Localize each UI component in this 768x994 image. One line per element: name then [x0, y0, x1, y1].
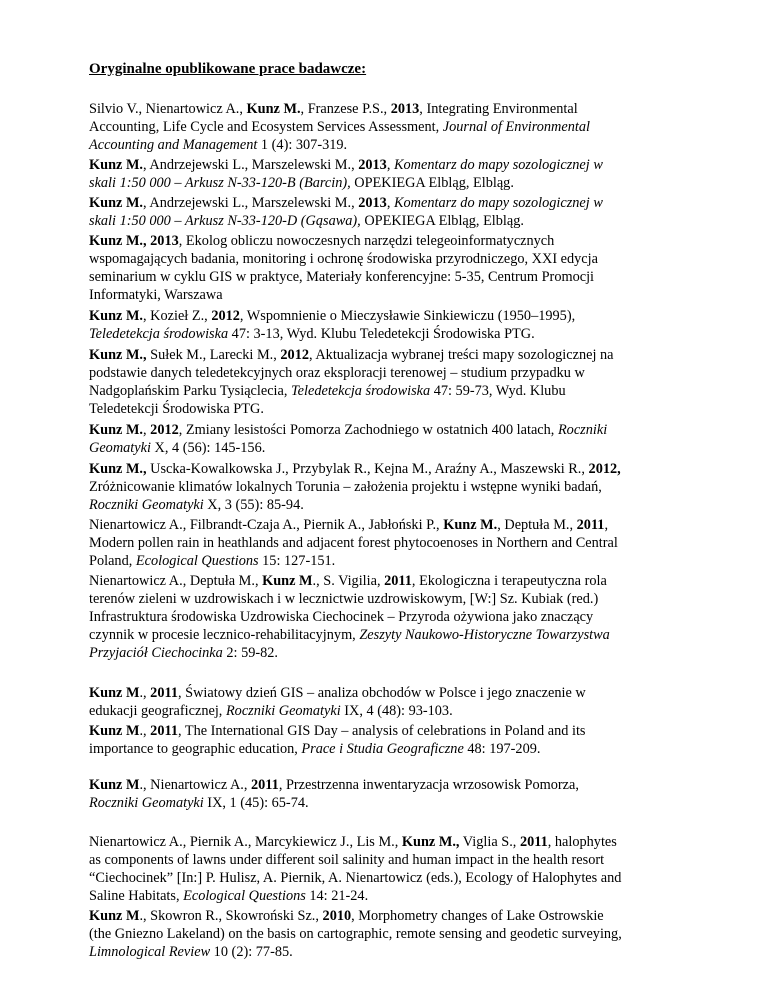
italic-run: Prace i Studia Geograficzne — [301, 741, 464, 757]
entry-line — [89, 194, 689, 212]
text-run: , halophytes — [547, 834, 617, 850]
entry-line — [89, 534, 689, 552]
entry-line — [89, 100, 689, 118]
text-run: (the Gniezno Lakeland) on the basis on cartographic, remote sensing and geodetic surveying, — [89, 926, 622, 942]
publication-entry — [89, 907, 689, 961]
text-run: X, 4 (56): 145-156. — [150, 440, 266, 456]
text-run: 47: 3-13, Wyd. Klubu Teledetekcji Środowiska PTG. — [228, 326, 535, 342]
bold-run: Kunz M. — [89, 195, 144, 211]
text-run: Informatyki, Warszawa — [89, 287, 223, 303]
bold-run: 2013 — [358, 195, 387, 211]
bold-run: Kunz M. — [246, 101, 301, 117]
text-run: OPEKIEGA Elbląg, Elbląg. — [350, 175, 514, 191]
bold-run: Kunz M — [89, 777, 140, 793]
text-run: Uscka-Kowalkowska J., Przybylak R., Kejna M., Araźny A., Maszewski R., — [146, 461, 589, 477]
entry-line — [89, 421, 689, 439]
entry-line — [89, 590, 689, 608]
bold-run: Kunz M — [89, 723, 140, 739]
text-run: wspomagających badania, monitoring i ochronę środowiska przyrodniczego, XXI edycja — [89, 251, 598, 267]
text-run: , Andrzejewski L., Marszelewski M., — [143, 195, 359, 211]
italic-run: Komentarz do mapy sozologicznej w — [393, 195, 603, 211]
bold-run: Kunz M — [89, 908, 140, 924]
text-run: , — [143, 422, 151, 438]
italic-run: skali 1:50 000 – Arkusz N-33-120-B (Barcin), — [89, 175, 351, 191]
publication-entry — [89, 194, 689, 230]
entry-line — [89, 346, 689, 364]
text-run: ., — [139, 723, 151, 739]
text-run: ., Nienartowicz A., — [139, 777, 251, 793]
entry-line — [89, 400, 689, 418]
text-run: , — [386, 195, 394, 211]
entry-line — [89, 136, 689, 154]
text-run: podstawie danych teledetekcyjnych oraz eksploracji terenowej – studium przypadku w — [89, 365, 585, 381]
italic-run: Roczniki Geomatyki — [89, 497, 204, 513]
text-run: 14: 21-24. — [305, 888, 369, 904]
publication-entry — [89, 460, 689, 514]
italic-run: Accounting and Management — [89, 137, 258, 153]
entry-line — [89, 626, 689, 644]
italic-run: Teledetekcja środowiska — [291, 383, 431, 399]
text-run: Accounting, Life Cycle and Ecosystem Services Assessment, — [89, 119, 443, 135]
entry-line — [89, 307, 689, 325]
bold-run: Kunz M., — [401, 834, 460, 850]
bold-run: Kunz M. — [89, 308, 144, 324]
bold-run: Kunz M., — [89, 347, 147, 363]
publication-entry — [89, 722, 689, 758]
bold-run: 2012 — [280, 347, 309, 363]
text-run: , Ekologiczna i terapeutyczna rola — [411, 573, 607, 589]
entry-line — [89, 118, 689, 136]
section-heading: Oryginalne opublikowane prace badawcze: — [89, 61, 367, 77]
text-run: Zróżnicowanie klimatów lokalnych Torunia – założenia projektu i wstępne wyniki badań, — [89, 479, 602, 495]
entry-line — [89, 286, 689, 304]
text-run: Nienartowicz A., Filbrandt-Czaja A., Piernik A., Jabłoński P., — [89, 517, 444, 533]
text-run: IX, 4 (48): 93-103. — [340, 703, 453, 719]
bold-run: 2011 — [251, 777, 279, 793]
italic-run: Roczniki — [557, 422, 608, 438]
italic-run: Zeszyty Naukowo-Historyczne Towarzystwa — [359, 627, 610, 643]
entry-line — [89, 382, 689, 400]
entry-line — [89, 460, 689, 478]
entry-line — [89, 250, 689, 268]
text-run: Saline Habitats, — [89, 888, 184, 904]
bold-run: Kunz M. — [443, 517, 498, 533]
publication-entry — [89, 421, 689, 457]
entry-line — [89, 552, 689, 570]
text-run: importance to geographic education, — [89, 741, 302, 757]
bold-run: 2012 — [211, 308, 240, 324]
entry-line — [89, 684, 689, 702]
text-run: 2: 59-82. — [222, 645, 278, 661]
publication-entry — [89, 156, 689, 192]
entry-line — [89, 496, 689, 514]
publication-entry — [89, 232, 689, 304]
publication-entry — [89, 776, 689, 812]
text-run: 48: 197-209. — [463, 741, 541, 757]
text-run: as components of lawns under different soil salinity and human impact in the health resort — [89, 852, 605, 868]
text-run: IX, 1 (45): 65-74. — [203, 795, 309, 811]
bold-run: 2010 — [322, 908, 352, 924]
entry-line — [89, 174, 689, 192]
text-run: , — [604, 517, 609, 533]
bold-run: Kunz M. — [89, 157, 144, 173]
entry-line — [89, 212, 689, 230]
text-run: Modern pollen rain in heathlands and adjacent forest phytocoenoses in Northern and Central — [89, 535, 618, 551]
bold-run: Kunz M., 2013 — [89, 233, 179, 249]
entry-line — [89, 740, 689, 758]
italic-run: Ecological Questions — [135, 553, 259, 569]
bold-run: 2012, — [588, 461, 621, 477]
text-run: ., S. Vigilia, — [312, 573, 385, 589]
bold-run: Kunz M — [262, 573, 313, 589]
publication-entry — [89, 346, 689, 418]
entry-line — [89, 156, 689, 174]
entry-line — [89, 887, 689, 905]
text-run: , Światowy dzień GIS – analiza obchodów w Polsce i jego znaczenie w — [177, 685, 586, 701]
entry-line — [89, 907, 689, 925]
text-run: terenów zieleni w uzdrowiskach i w lecznictwie uzdrowiskowym, [W:] Sz. Kubiak (red.) — [89, 591, 599, 607]
bold-run: Kunz M., — [89, 461, 147, 477]
bold-run: 2011 — [519, 834, 548, 850]
text-run: , Aktualizacja wybranej treści mapy sozologicznej na — [309, 347, 614, 363]
italic-run: Komentarz do mapy sozologicznej w — [393, 157, 603, 173]
text-run: 47: 59-73, Wyd. Klubu — [430, 383, 566, 399]
italic-run: Roczniki Geomatyki — [89, 795, 204, 811]
italic-run: skali 1:50 000 – Arkusz N-33-120-D (Gąsawa), — [89, 213, 361, 229]
publication-entry — [89, 516, 689, 570]
bold-run: 2011 — [150, 723, 178, 739]
italic-run: Geomatyki — [89, 440, 151, 456]
entry-line — [89, 478, 689, 496]
entry-line — [89, 833, 689, 851]
text-run: , Kozieł Z., — [143, 308, 212, 324]
entry-line — [89, 925, 689, 943]
entry-line — [89, 572, 689, 590]
entry-line — [89, 644, 689, 662]
text-run: OPEKIEGA Elbląg, Elbląg. — [360, 213, 524, 229]
publication-entry — [89, 684, 689, 720]
italic-run: Limnological Review — [89, 944, 211, 960]
entry-line — [89, 325, 689, 343]
text-run: Nadgoplańskim Parku Tysiąclecia, — [89, 383, 292, 399]
text-run: Sułek M., Larecki M., — [146, 347, 281, 363]
publication-entry — [89, 307, 689, 343]
bold-run: 2011 — [150, 685, 178, 701]
text-run: Viglia S., — [459, 834, 520, 850]
text-run: “Ciechocinek” [In:] P. Hulisz, A. Piernik, A. Nienartowicz (eds.), Ecology of Halophytes and — [89, 870, 622, 886]
bold-run: 2012 — [150, 422, 179, 438]
text-run: edukacji geograficznej, — [89, 703, 226, 719]
text-run: , Przestrzenna inwentaryzacja wrzosowisk Pomorza, — [278, 777, 579, 793]
text-run: X, 3 (55): 85-94. — [203, 497, 304, 513]
text-run: Nienartowicz A., Piernik A., Marcykiewicz J., Lis M., — [89, 834, 402, 850]
entry-line — [89, 702, 689, 720]
entry-line — [89, 516, 689, 534]
entry-line — [89, 851, 689, 869]
entry-line — [89, 439, 689, 457]
entry-line — [89, 364, 689, 382]
bold-run: 2011 — [384, 573, 412, 589]
italic-run: Przyjaciół Ciechocinka — [89, 645, 223, 661]
text-run: 15: 127-151. — [258, 553, 336, 569]
text-run: 1 (4): 307-319. — [257, 137, 348, 153]
text-run: , The International GIS Day – analysis of celebrations in Poland and its — [177, 723, 586, 739]
text-run: Poland, — [89, 553, 136, 569]
italic-run: Teledetekcja środowiska — [89, 326, 229, 342]
text-run: , Morphometry changes of Lake Ostrowskie — [351, 908, 604, 924]
bold-run: 2011 — [576, 517, 605, 533]
text-run: ., — [139, 685, 151, 701]
entry-line — [89, 232, 689, 250]
text-run: Teledetekcji Środowiska PTG. — [89, 401, 264, 417]
entry-line — [89, 722, 689, 740]
text-run: , — [386, 157, 394, 173]
text-run: , Zmiany lesistości Pomorza Zachodniego w ostatnich 400 latach, — [178, 422, 558, 438]
entry-line — [89, 608, 689, 626]
entry-line — [89, 869, 689, 887]
publication-entry — [89, 100, 689, 154]
entry-line — [89, 794, 689, 812]
text-run: , Ekolog obliczu nowoczesnych narzędzi telegeoinformatycznych — [178, 233, 555, 249]
entry-line — [89, 776, 689, 794]
text-run: seminarium w cyklu GIS w praktyce, Materiały konferencyjne: 5-35, Centrum Promocji — [89, 269, 595, 285]
text-run: czynnik w procesie lecznico-rehabilitacyjnym, — [89, 627, 360, 643]
text-run: , Andrzejewski L., Marszelewski M., — [143, 157, 359, 173]
text-run: , Franzese P.S., — [300, 101, 391, 117]
italic-run: Ecological Questions — [183, 888, 306, 904]
text-run: , Integrating Environmental — [419, 101, 578, 117]
publication-entry — [89, 833, 689, 905]
text-run: 10 (2): 77-85. — [210, 944, 293, 960]
bold-run: Kunz M — [89, 685, 140, 701]
publication-entry — [89, 572, 689, 662]
bold-run: Kunz M. — [89, 422, 144, 438]
bold-run: 2013 — [358, 157, 387, 173]
italic-run: Roczniki Geomatyki — [225, 703, 341, 719]
text-run: Silvio V., Nienartowicz A., — [89, 101, 247, 117]
text-run: , Wspomnienie o Mieczysławie Sinkiewiczu (1950–1995), — [239, 308, 576, 324]
bold-run: 2013 — [390, 101, 420, 117]
text-run: Nienartowicz A., Deptuła M., — [89, 573, 263, 589]
text-run: ., Skowron R., Skowroński Sz., — [139, 908, 323, 924]
entry-line — [89, 268, 689, 286]
italic-run: Journal of Environmental — [442, 119, 590, 135]
text-run: Infrastruktura środowiska Uzdrowiska Ciechocinek – Przyroda ożywiona jako znaczący — [89, 609, 594, 625]
text-run: , Deptuła M., — [497, 517, 577, 533]
entry-line — [89, 943, 689, 961]
